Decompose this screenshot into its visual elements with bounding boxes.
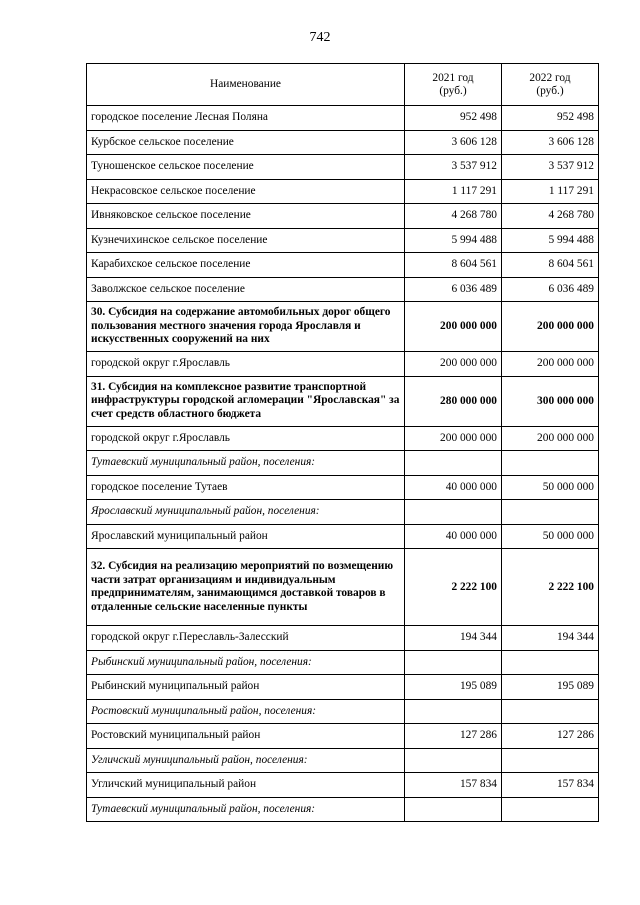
row-value-2022: 194 344 [502,626,599,651]
table-row [87,475,599,500]
row-value-2022: 200 000 000 [502,302,599,352]
district-group-label: Тутаевский муниципальный район, поселения: [87,797,405,822]
table-row [87,155,599,180]
row-value-2022: 6 036 489 [502,277,599,302]
row-value-2021: 194 344 [405,626,502,651]
row-name: Рыбинский муниципальный район [87,675,405,700]
district-group-row [87,699,599,724]
district-group-label: Угличский муниципальный район, поселения: [87,748,405,773]
row-value-2021: 40 000 000 [405,475,502,500]
row-value-2021 [405,748,502,773]
table-row [87,524,599,549]
budget-table [86,63,599,822]
row-value-2022: 5 994 488 [502,228,599,253]
table-row [87,106,599,131]
row-value-2022: 2 222 100 [502,549,599,626]
district-group-label: Тутаевский муниципальный район, поселения: [87,451,405,476]
row-name: Ивняковское сельское поселение [87,204,405,229]
district-group-row [87,451,599,476]
row-value-2021 [405,650,502,675]
table-row [87,204,599,229]
table-row [87,675,599,700]
row-name: Ростовский муниципальный район [87,724,405,749]
district-group-row [87,748,599,773]
table-header-row [87,64,599,106]
row-value-2022 [502,797,599,822]
row-value-2021: 195 089 [405,675,502,700]
district-group-label: Рыбинский муниципальный район, поселения: [87,650,405,675]
column-header-2021 [405,64,502,106]
district-group-row [87,797,599,822]
row-value-2022 [502,699,599,724]
subsidy-title: 30. Субсидия на содержание автомобильных дорог общего пользования местного значения города Ярославля и искусственных сооружений на них [87,302,405,352]
table-row [87,130,599,155]
column-header-2022-year: 2022 год [529,71,571,84]
page-number: 742 [309,30,331,45]
row-value-2021: 200 000 000 [405,426,502,451]
row-value-2022: 3 606 128 [502,130,599,155]
row-value-2022: 157 834 [502,773,599,798]
row-value-2021: 200 000 000 [405,352,502,377]
row-name: городской округ г.Переславль-Залесский [87,626,405,651]
subsidy-title: 32. Субсидия на реализацию мероприятий по возмещению части затрат организациям и индивидуальным предпринимателям, занимающимся доставкой товаров в отдаленные сельские населенные пункты [87,549,405,626]
table-row [87,426,599,451]
row-value-2021: 40 000 000 [405,524,502,549]
row-name: Угличский муниципальный район [87,773,405,798]
row-value-2022: 952 498 [502,106,599,131]
table-row [87,277,599,302]
row-value-2022 [502,451,599,476]
row-value-2022: 1 117 291 [502,179,599,204]
table-row [87,179,599,204]
row-value-2021: 157 834 [405,773,502,798]
row-value-2022 [502,748,599,773]
district-group-row [87,650,599,675]
row-value-2021: 2 222 100 [405,549,502,626]
row-name: Ярославский муниципальный район [87,524,405,549]
row-value-2021: 280 000 000 [405,376,502,426]
column-header-2021-year: 2021 год [432,71,474,84]
district-group-label: Ярославский муниципальный район, поселения: [87,500,405,525]
row-value-2022: 50 000 000 [502,475,599,500]
row-value-2021: 4 268 780 [405,204,502,229]
row-value-2022: 300 000 000 [502,376,599,426]
row-value-2021: 1 117 291 [405,179,502,204]
subsidy-section-row [87,549,599,626]
table-row [87,773,599,798]
district-group-label: Ростовский муниципальный район, поселения: [87,699,405,724]
row-name: Кузнечихинское сельское поселение [87,228,405,253]
column-header-name: Наименование [87,64,405,106]
row-value-2021: 952 498 [405,106,502,131]
district-group-row [87,500,599,525]
row-value-2022: 200 000 000 [502,426,599,451]
row-value-2022 [502,500,599,525]
row-value-2021 [405,500,502,525]
row-value-2022 [502,650,599,675]
row-value-2022: 200 000 000 [502,352,599,377]
row-name: городское поселение Тутаев [87,475,405,500]
row-value-2022: 127 286 [502,724,599,749]
row-name: Туношенское сельское поселение [87,155,405,180]
column-header-2021-unit: (руб.) [439,84,467,97]
row-name: городской округ г.Ярославль [87,426,405,451]
table-row [87,352,599,377]
row-value-2021: 127 286 [405,724,502,749]
row-name: Некрасовское сельское поселение [87,179,405,204]
row-name: городской округ г.Ярославль [87,352,405,377]
row-name: Заволжское сельское поселение [87,277,405,302]
subsidy-section-row [87,376,599,426]
row-value-2021 [405,699,502,724]
table-row [87,253,599,278]
row-value-2021: 5 994 488 [405,228,502,253]
row-name: городское поселение Лесная Поляна [87,106,405,131]
row-value-2021 [405,451,502,476]
row-value-2022: 8 604 561 [502,253,599,278]
row-value-2021: 8 604 561 [405,253,502,278]
subsidy-section-row [87,302,599,352]
row-value-2021: 3 606 128 [405,130,502,155]
row-value-2022: 50 000 000 [502,524,599,549]
table-row [87,228,599,253]
subsidy-title: 31. Субсидия на комплексное развитие транспортной инфраструктуры городской агломерации "Ярославская" за счет средств областного бюджета [87,376,405,426]
row-value-2021: 3 537 912 [405,155,502,180]
row-name: Карабихское сельское поселение [87,253,405,278]
column-header-2022-unit: (руб.) [536,84,564,97]
row-name: Курбское сельское поселение [87,130,405,155]
table-row [87,626,599,651]
column-header-2022 [502,64,599,106]
row-value-2022: 195 089 [502,675,599,700]
row-value-2022: 3 537 912 [502,155,599,180]
row-value-2022: 4 268 780 [502,204,599,229]
row-value-2021: 6 036 489 [405,277,502,302]
table-row [87,724,599,749]
row-value-2021: 200 000 000 [405,302,502,352]
row-value-2021 [405,797,502,822]
